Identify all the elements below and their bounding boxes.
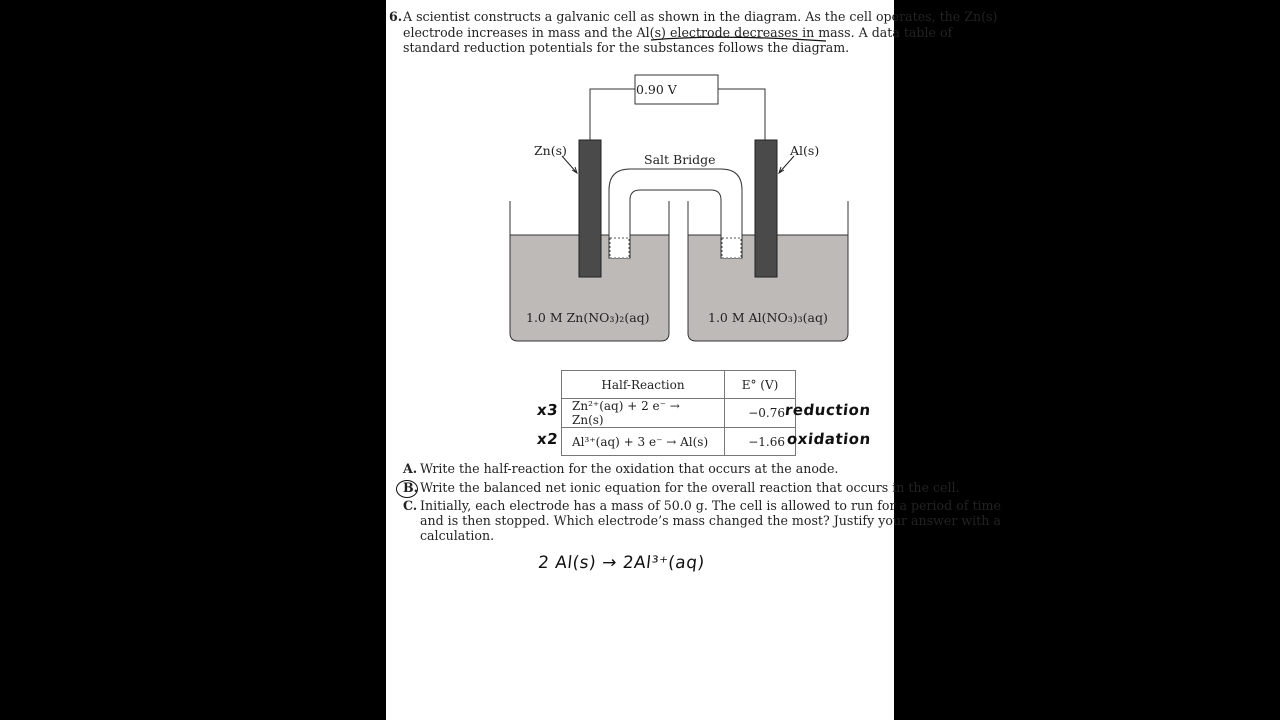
part-a-text: Write the half-reaction for the oxidation that occurs at the anode. — [420, 461, 839, 476]
question-number: 6. — [389, 9, 403, 24]
voltmeter-reading: 0.90 V — [636, 82, 677, 97]
handwritten-x3: x3 — [536, 401, 560, 419]
table-row — [562, 428, 796, 456]
cotton-plug — [610, 238, 629, 258]
handwritten-oxidation: oxidation — [786, 430, 872, 448]
part-b-letter: B. — [403, 480, 419, 495]
document-page — [386, 0, 1001, 720]
handwritten-x2: x2 — [536, 430, 560, 448]
part-c-letter: C. — [403, 498, 418, 513]
circle-annotation — [396, 480, 418, 498]
part-a-letter: A. — [403, 461, 418, 476]
part-c-line-3: calculation. — [420, 528, 495, 543]
question-line-3: standard reduction potentials for the substances follows the diagram. — [403, 40, 850, 55]
reaction-cell: Al³⁺(aq) + 3 e⁻ → Al(s) — [562, 428, 725, 456]
handwritten-reduction: reduction — [784, 401, 872, 419]
reduction-potential-table — [561, 370, 796, 456]
handwritten-answer: 2 Al(s) → 2Al³⁺(aq) — [536, 553, 706, 573]
potential-cell: −1.66 — [725, 428, 796, 456]
al-label: Al(s) — [790, 143, 820, 158]
cotton-plug — [722, 238, 741, 258]
left-solution-label: 1.0 M Zn(NO₃)₂(aq) — [526, 310, 650, 325]
table-row — [562, 399, 796, 428]
question-line-2: electrode increases in mass and the Al(s) electrode decreases in mass. A data table of — [403, 25, 953, 40]
header-half-reaction: Half-Reaction — [562, 371, 725, 399]
reaction-cell: Zn²⁺(aq) + 2 e⁻ → Zn(s) — [562, 399, 725, 428]
zn-label: Zn(s) — [534, 143, 567, 158]
zn-electrode — [579, 140, 601, 277]
salt-bridge-label: Salt Bridge — [644, 152, 716, 167]
galvanic-cell-diagram — [386, 0, 894, 360]
header-potential: E° (V) — [725, 371, 796, 399]
potential-cell: −0.76 — [725, 399, 796, 428]
part-b-text: Write the balanced net ionic equation for the overall reaction that occurs in the cell. — [420, 480, 960, 495]
al-electrode — [755, 140, 777, 277]
right-solution-label: 1.0 M Al(NO₃)₃(aq) — [708, 310, 828, 325]
part-c-line-1: Initially, each electrode has a mass of 50.0 g. The cell is allowed to run for a period of time — [420, 498, 1001, 513]
question-line-1: A scientist constructs a galvanic cell as shown in the diagram. As the cell operates, the Zn(s) — [403, 9, 998, 24]
part-c-line-2: and is then stopped. Which electrode’s mass changed the most? Justify your answer with a — [420, 513, 1001, 528]
